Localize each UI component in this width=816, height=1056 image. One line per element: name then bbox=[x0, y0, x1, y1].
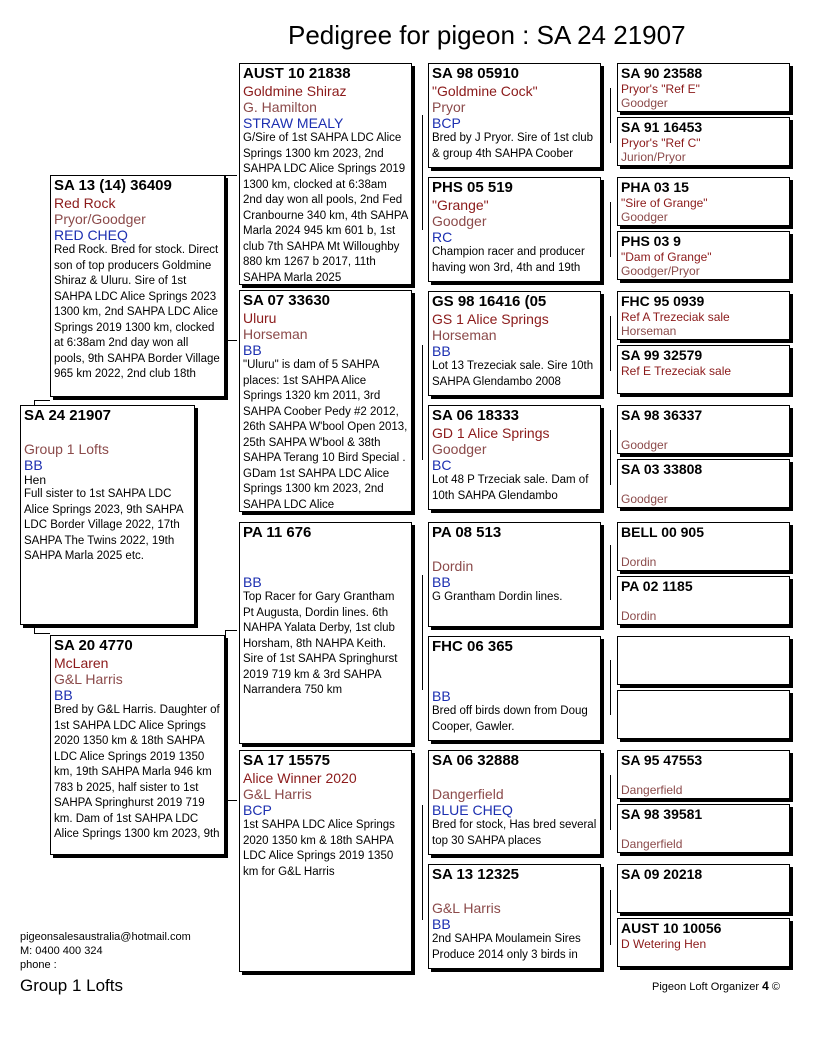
connector-line bbox=[610, 775, 611, 830]
pigeon-color: BB bbox=[243, 342, 262, 358]
pigeon-color: BCP bbox=[432, 115, 461, 131]
connector-line bbox=[422, 345, 423, 460]
ancestor-card-empty[interactable] bbox=[617, 690, 790, 739]
sex: Hen bbox=[24, 473, 47, 487]
pigeon-color: BB bbox=[432, 688, 451, 704]
breeder: Goodger bbox=[621, 96, 668, 110]
breeder: Pryor bbox=[432, 99, 466, 115]
ring-number: SA 95 47553 bbox=[621, 752, 703, 768]
pigeon-color: BB bbox=[243, 574, 262, 590]
great-grandparent-card[interactable] bbox=[428, 522, 601, 627]
breeder: Goodger bbox=[621, 210, 668, 224]
breeder: G&L Harris bbox=[432, 900, 501, 916]
pigeon-color: BB bbox=[24, 457, 43, 473]
pigeon-name: Ref E Trezeciak sale bbox=[621, 364, 732, 378]
pigeon-color: BB bbox=[432, 574, 451, 590]
great-grandparent-card[interactable] bbox=[428, 177, 601, 282]
connector-line bbox=[610, 545, 611, 600]
dam-card[interactable] bbox=[50, 635, 225, 855]
contact-block bbox=[20, 930, 191, 972]
ancestor-card[interactable] bbox=[617, 804, 790, 853]
pigeon-name bbox=[621, 823, 786, 837]
pigeon-name: McLaren bbox=[54, 655, 109, 671]
sire-card[interactable] bbox=[50, 175, 225, 397]
ancestor-card[interactable] bbox=[617, 864, 790, 913]
pigeon-name bbox=[621, 595, 786, 609]
notes: Full sister to 1st SAHPA LDC Alice Springs 2023, 9th SAHPA LDC Border Village 2022, 17th SAHPA The Twins 2022, 19th SAHPA Marla 2025 etc. bbox=[24, 488, 183, 562]
pigeon-name: Red Rock bbox=[54, 195, 116, 211]
pigeon-name: Pryor's "Ref E" bbox=[621, 82, 700, 96]
pigeon-name: Uluru bbox=[243, 310, 277, 326]
connector-line bbox=[422, 805, 423, 920]
program-name: Pigeon Loft Organizer bbox=[652, 981, 760, 993]
grandparent-card[interactable] bbox=[239, 522, 412, 744]
notes: Bred off birds down from Doug Cooper, Gawler. bbox=[432, 705, 588, 733]
pigeon-name: "Grange" bbox=[432, 197, 489, 213]
pigeon-name bbox=[24, 425, 191, 441]
pigeon-color: STRAW MEALY bbox=[243, 115, 344, 131]
pigeon-name bbox=[621, 478, 786, 492]
pigeon-name bbox=[621, 424, 786, 438]
breeder: Group 1 Lofts bbox=[24, 441, 109, 457]
ring-number: FHC 95 0939 bbox=[621, 293, 705, 309]
ancestor-card[interactable] bbox=[617, 459, 790, 508]
great-grandparent-card[interactable] bbox=[428, 291, 601, 396]
pigeon-name: "Goldmine Cock" bbox=[432, 83, 538, 99]
connector-line bbox=[610, 202, 611, 257]
breeder: Dordin bbox=[621, 609, 657, 623]
breeder: Dangerfield bbox=[621, 837, 683, 851]
grandparent-card[interactable] bbox=[239, 290, 412, 512]
pigeon-color: BB bbox=[432, 916, 451, 932]
pigeon-color: BB bbox=[432, 343, 451, 359]
notes: Bred for stock, Has bred several top 30 SAHPA places bbox=[432, 819, 597, 847]
breeder bbox=[432, 672, 597, 688]
connector-line bbox=[225, 630, 226, 800]
pigeon-name: Goldmine Shiraz bbox=[243, 83, 347, 99]
ring-number: SA 13 12325 bbox=[432, 866, 520, 883]
pigeon-name bbox=[621, 541, 786, 555]
breeder: Horseman bbox=[432, 327, 497, 343]
ring-number: FHC 06 365 bbox=[432, 638, 513, 655]
connector-line bbox=[610, 316, 611, 371]
pigeon-name: Alice Winner 2020 bbox=[243, 770, 357, 786]
breeder: Dangerfield bbox=[621, 783, 683, 797]
ring-number: SA 98 05910 bbox=[432, 65, 520, 82]
ring-number: SA 07 33630 bbox=[243, 292, 331, 309]
pigeon-name: Ref A Trezeciak sale bbox=[621, 310, 730, 324]
ring-number: PHA 03 15 bbox=[621, 179, 689, 195]
ring-number: PHS 03 9 bbox=[621, 233, 681, 249]
breeder: G&L Harris bbox=[54, 671, 123, 687]
notes: 1st SAHPA LDC Alice Springs 2020 1350 km & 18th SAHPA LDC Alice Springs 2019 1350 km for G&L Harris bbox=[243, 819, 395, 878]
ancestor-card[interactable] bbox=[617, 291, 790, 340]
ring-number: SA 06 18333 bbox=[432, 407, 520, 424]
notes: Lot 48 P Trzeciak sale. Dam of 10th SAHPA Glendambo bbox=[432, 474, 589, 502]
breeder: G. Hamilton bbox=[243, 99, 317, 115]
pigeon-name: Pryor's "Ref C" bbox=[621, 136, 701, 150]
ring-number: SA 99 32579 bbox=[621, 347, 703, 363]
breeder: Goodger bbox=[432, 213, 487, 229]
subject-card[interactable] bbox=[20, 405, 195, 625]
pigeon-name: D Wetering Hen bbox=[621, 937, 707, 951]
page-title: Pedigree for pigeon : SA 24 21907 bbox=[288, 20, 686, 50]
notes: Lot 13 Trezeciak sale. Sire 10th SAHPA Glendambo 2008 bbox=[432, 360, 594, 388]
contact-phone: phone : bbox=[20, 959, 57, 971]
connector-line bbox=[34, 400, 50, 401]
notes: Top Racer for Gary Grantham Pt Augusta, Dordin lines. 6th NAHPA Yalata Derby, 1st club Horsham, 8th NAHPA Keith. Sire of 1st SAHPA Springhurst 2019 719 km & 3rd SAHPA Narrandera 750 km bbox=[243, 591, 398, 696]
connector-line bbox=[610, 88, 611, 143]
notes: Bred by J Pryor. Sire of 1st club & group 4th SAHPA Coober bbox=[432, 132, 594, 160]
ring-number: SA 90 23588 bbox=[621, 65, 703, 81]
breeder: Goodger/Pryor bbox=[621, 264, 700, 278]
connector-line bbox=[225, 340, 237, 341]
contact-mobile: M: 0400 400 324 bbox=[20, 945, 103, 957]
breeder: Dangerfield bbox=[432, 786, 504, 802]
ring-number: SA 09 20218 bbox=[621, 866, 703, 882]
notes: Bred by G&L Harris. Daughter of 1st SAHPA LDC Alice Springs 2020 1350 km & 18th SAHPA LDC Alice Springs 2019 1350 km, 19th SAHPA Marla 946 km 783 b 2025, half sister to 1st SAHPA Springhurst 2019 719 km. Dam of 1st SAHPA LDC Alice Springs 1300 km 2023, 9th bbox=[54, 704, 220, 840]
breeder: Pryor/Goodger bbox=[54, 211, 146, 227]
pigeon-color: RC bbox=[432, 229, 453, 245]
ancestor-card[interactable] bbox=[617, 750, 790, 799]
ring-number: BELL 00 905 bbox=[621, 524, 705, 540]
pigeon-name: "Sire of Grange" bbox=[621, 196, 708, 210]
breeder: Horseman bbox=[621, 324, 677, 338]
program-version: 4 bbox=[762, 979, 769, 993]
ring-number: SA 13 (14) 36409 bbox=[54, 177, 172, 194]
notes: "Uluru" is dam of 5 SAHPA places: 1st SAHPA Alice Springs 1320 km 2011, 3rd SAHPA Coober Pedy #2 2012, 26th SAHPA W'bool Open 2013, 25th SAHPA W'bool & 38th SAHPA Terang 10 Bird Special . GDam 1st SAHPA LDC Alice Springs 1300 km 2023, 2nd SAHPA LDC Alice bbox=[243, 359, 408, 511]
ring-number: AUST 10 10056 bbox=[621, 920, 722, 936]
connector-line bbox=[610, 430, 611, 485]
ancestor-card-empty[interactable] bbox=[617, 636, 790, 685]
connector-line bbox=[225, 800, 237, 801]
pigeon-name: "Dam of Grange" bbox=[621, 250, 712, 264]
ring-number: SA 17 15575 bbox=[243, 752, 331, 769]
connector-line bbox=[422, 575, 423, 690]
ring-number: SA 91 16453 bbox=[621, 119, 703, 135]
pigeon-name bbox=[621, 769, 786, 783]
great-grandparent-card[interactable] bbox=[428, 864, 601, 969]
pigeon-color: BB bbox=[54, 687, 73, 703]
notes: Champion racer and producer having won 3rd, 4th and 19th bbox=[432, 246, 585, 274]
connector-line bbox=[610, 890, 611, 945]
breeder: Goodger bbox=[621, 438, 668, 452]
program-credit bbox=[652, 979, 780, 993]
pigeon-name bbox=[243, 542, 408, 558]
breeder: Goodger bbox=[432, 441, 487, 457]
ancestor-card[interactable] bbox=[617, 522, 790, 571]
ring-number: SA 24 21907 bbox=[24, 407, 112, 424]
great-grandparent-card[interactable] bbox=[428, 750, 601, 855]
pigeon-name: GD 1 Alice Springs bbox=[432, 425, 550, 441]
ring-number: GS 98 16416 (05 bbox=[432, 293, 547, 310]
connector-line bbox=[225, 175, 237, 176]
ring-number: SA 03 33808 bbox=[621, 461, 703, 477]
pigeon-color: RED CHEQ bbox=[54, 227, 128, 243]
grandparent-card[interactable] bbox=[239, 750, 412, 972]
ring-number: SA 06 32888 bbox=[432, 752, 520, 769]
ancestor-card[interactable] bbox=[617, 177, 790, 226]
ancestor-card[interactable] bbox=[617, 231, 790, 280]
ring-number: PHS 05 519 bbox=[432, 179, 513, 196]
ring-number: SA 20 4770 bbox=[54, 637, 133, 654]
pigeon-color: BCP bbox=[243, 802, 272, 818]
copyright-symbol: © bbox=[771, 981, 780, 993]
breeder: G&L Harris bbox=[243, 786, 312, 802]
pigeon-name bbox=[432, 542, 597, 558]
notes: Red Rock. Bred for stock. Direct son of top producers Goldmine Shiraz & Uluru. Sire of 1st SAHPA LDC Alice Springs 2023 1300 km, 2nd SAHPA LDC Alice Springs 2019 1300 km, clocked at 6:38am 2nd day won all pools, 9th SAHPA Border Village 965 km 2022, 2nd club 18th bbox=[54, 244, 220, 380]
connector-line bbox=[34, 633, 50, 634]
pigeon-color: BC bbox=[432, 457, 452, 473]
ring-number: PA 08 513 bbox=[432, 524, 502, 541]
ring-number: SA 98 39581 bbox=[621, 806, 703, 822]
breeder: Horseman bbox=[243, 326, 308, 342]
ancestor-card[interactable] bbox=[617, 405, 790, 454]
ring-number: PA 02 1185 bbox=[621, 578, 693, 594]
great-grandparent-card[interactable] bbox=[428, 636, 601, 741]
breeder: Goodger bbox=[621, 492, 668, 506]
pigeon-name bbox=[432, 770, 597, 786]
ring-number: PA 11 676 bbox=[243, 524, 312, 541]
notes: G Grantham Dordin lines. bbox=[432, 591, 563, 603]
connector-line bbox=[225, 630, 237, 631]
pigeon-name bbox=[432, 884, 597, 900]
grandparent-card[interactable] bbox=[239, 63, 412, 285]
contact-email[interactable]: pigeonsalesaustralia@hotmail.com bbox=[20, 931, 191, 943]
breeder: Jurion/Pryor bbox=[621, 150, 686, 164]
notes: G/Sire of 1st SAHPA LDC Alice Springs 1300 km 2023, 2nd SAHPA LDC Alice Springs 2019 1300 km, clocked at 6:38am 2nd day won all pools, 2nd Fed Cranbourne 340 km, 4th SAHPA Marla 2024 945 km 601 b, 1st club 7th SAHPA Mt Willoughby 880 km 1267 b 2017, 11th SAHPA Marla 2025 bbox=[243, 132, 408, 284]
ancestor-card[interactable] bbox=[617, 63, 790, 112]
notes: 2nd SAHPA Moulamein Sires Produce 2014 only 3 birds in bbox=[432, 933, 581, 961]
loft-name: Group 1 Lofts bbox=[20, 976, 124, 995]
great-grandparent-card[interactable] bbox=[428, 405, 601, 510]
pigeon-color: BLUE CHEQ bbox=[432, 802, 513, 818]
ancestor-card[interactable] bbox=[617, 576, 790, 625]
breeder bbox=[243, 558, 408, 574]
ancestor-card[interactable] bbox=[617, 918, 790, 967]
ancestor-card[interactable] bbox=[617, 117, 790, 166]
connector-line bbox=[422, 115, 423, 230]
ancestor-card[interactable] bbox=[617, 345, 790, 394]
pigeon-name bbox=[432, 656, 597, 672]
breeder: Dordin bbox=[621, 555, 657, 569]
breeder: Dordin bbox=[432, 558, 474, 574]
connector-line bbox=[225, 175, 226, 340]
ring-number: SA 98 36337 bbox=[621, 407, 703, 423]
pigeon-name: GS 1 Alice Springs bbox=[432, 311, 549, 327]
connector-line bbox=[610, 660, 611, 715]
ring-number: AUST 10 21838 bbox=[243, 65, 351, 82]
great-grandparent-card[interactable] bbox=[428, 63, 601, 168]
